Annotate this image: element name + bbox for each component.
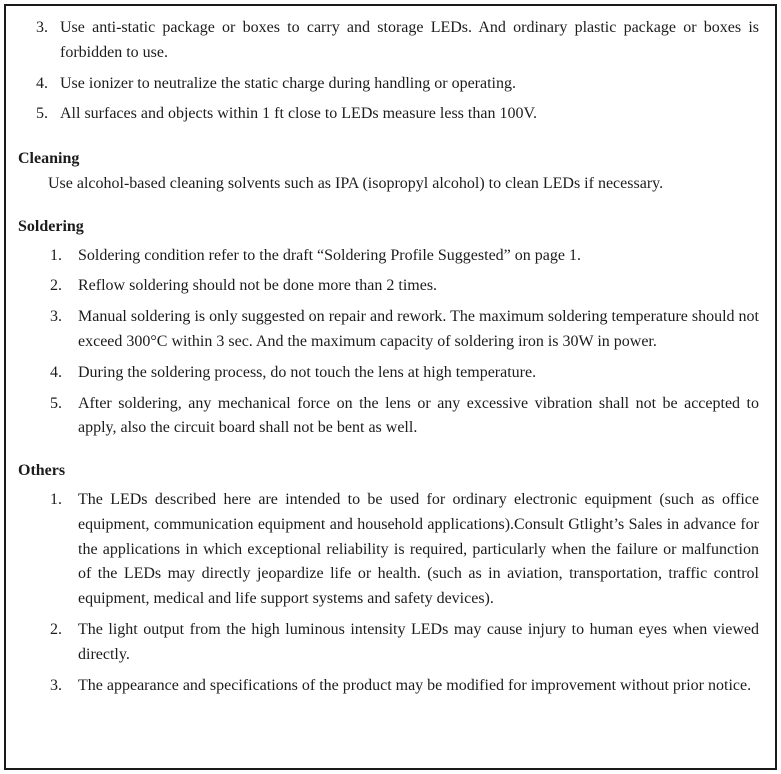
list-item-number: 3. [36, 19, 48, 36]
list-item-text: Reflow soldering should not be done more than 2 times. [78, 277, 438, 295]
list-item-text: Soldering condition refer to the draft “Soldering Profile Suggested” on page 1. [78, 246, 581, 264]
list-item [50, 361, 761, 386]
list-item-number: 5. [36, 105, 48, 123]
document-page [4, 4, 777, 770]
list-item-number: 1. [50, 490, 62, 508]
handling-precautions-list [18, 16, 761, 127]
list-item-text: The appearance and specifications of the product may be modified for improvement without prior notice. [78, 676, 752, 694]
list-item-number: 4. [36, 74, 48, 92]
list-item [36, 16, 761, 66]
list-item [50, 392, 761, 442]
list-item-number: 5. [50, 394, 62, 412]
list-item-number: 4. [50, 363, 62, 381]
section-heading-cleaning: Cleaning [18, 150, 80, 168]
list-item-number: 3. [50, 308, 62, 326]
list-item-text: The LEDs described here are intended to be used for ordinary electronic equipment (such as office equipment, communication equipment and household applications).Consult Gtlight’s Sales in advance for the applications in which exceptional reliability is required, particularly when the failure or malfunction of the LEDs may directly jeopardize life or health. (such as in aviation, transportation, traffic control equipment, medical and life support systems and safety devices). [78, 490, 759, 608]
list-item [50, 488, 761, 612]
list-item [50, 618, 761, 668]
section-heading-others: Others [18, 462, 66, 480]
list-item [36, 102, 761, 127]
list-item [50, 305, 761, 355]
cleaning-body-text: Use alcohol-based cleaning solvents such as IPA (isopropyl alcohol) to clean LEDs if necessary. [48, 174, 664, 192]
list-item-text: The light output from the high luminous intensity LEDs may cause injury to human eyes when viewed directly. [78, 620, 759, 663]
others-list [18, 488, 761, 698]
list-item-text: Use anti-static package or boxes to carry and storage LEDs. And ordinary plastic package or boxes is forbidden to use. [60, 19, 759, 61]
list-item-text: Use ionizer to neutralize the static charge during handling or operating. [60, 74, 516, 92]
list-item-text: All surfaces and objects within 1 ft close to LEDs measure less than 100V. [60, 105, 537, 123]
list-item-number: 2. [50, 620, 62, 638]
list-item-number: 1. [50, 246, 62, 264]
list-item-text: Manual soldering is only suggested on repair and rework. The maximum soldering temperature should not exceed 300°C within 3 sec. And the maximum capacity of soldering iron is 30W in power. [78, 308, 759, 350]
list-item [36, 72, 761, 97]
list-item-number: 3. [50, 676, 62, 694]
list-item-number: 2. [50, 277, 62, 295]
list-item [50, 244, 761, 269]
list-item-text: After soldering, any mechanical force on the lens or any excessive vibration shall not be accepted to apply, also the circuit board shall not be bent as well. [78, 394, 759, 437]
list-item [50, 274, 761, 299]
list-item-text: During the soldering process, do not touch the lens at high temperature. [78, 363, 537, 381]
section-heading-soldering: Soldering [18, 217, 84, 235]
list-item [50, 674, 761, 699]
soldering-list [18, 244, 761, 442]
